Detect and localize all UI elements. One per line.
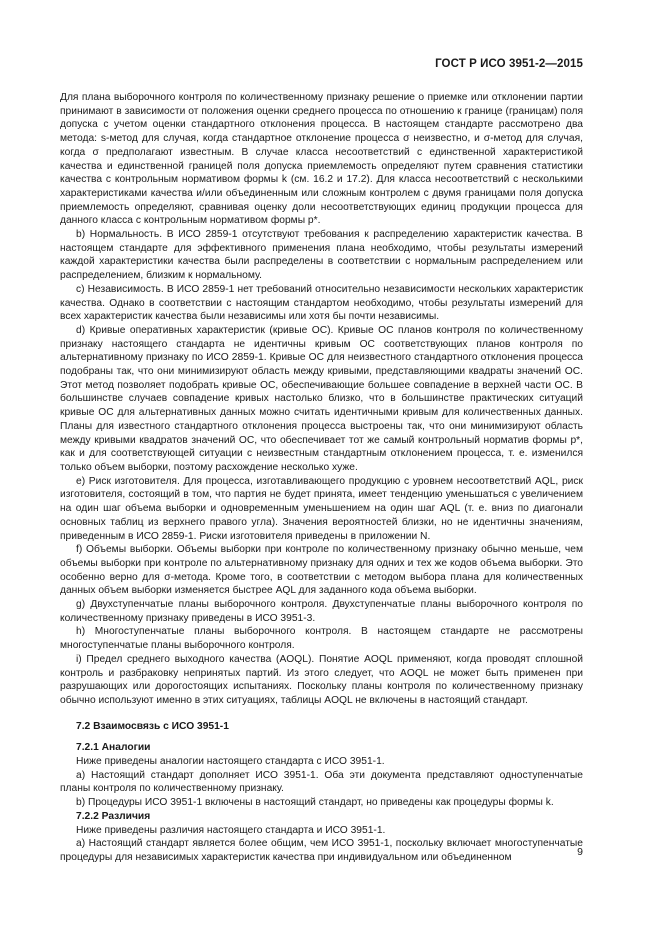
paragraph-e-producer-risk: e) Риск изготовителя. Для процесса, изготавливающего продукцию с уровнем несоответствий AQL, риск изготовителя, состоящий в том, что партия не будет принята, имеет тенденцию уменьшаться с увеличением на один шаг объема выборки и одновременным уменьшением на один шаг AQL (т. е. вниз по диагонали основных таблиц из верхнего правого угла). Значения вероятностей близки, но не идентичны значениям, приведенным в ИСО 2859-1. Риски изготовителя приведены в приложении N. <box>60 475 583 542</box>
paragraph-intro: Для плана выборочного контроля по количественному признаку решение о приемке или отклонении партии принимают в зависимости от положения оценки среднего процесса по отношению к границе (границам) поля допуска с учетом оценки стандартного отклонения процесса. В настоящем стандарте рассмотрено два метода: s-метод для случая, когда стандартное отклонение процесса σ неизвестно, и σ-метод для случая, когда σ предполагают известным. В случае класса несоответствий с единственной характеристикой качества и единственной границей поля допуска приемлемость определяют путем сравнения статистики качества с контрольным нормативом формы k (см. 16.2 и 17.2). Для класса несоответствий с несколькими характеристиками качества и/или объединенным или сложным контролем с двумя границами поля допуска приемлемость определяют, сравнивая оценку доли несоответствующих единиц продукции процесса для данного класса с контрольным нормативом формы p*. <box>60 92 583 227</box>
page-number: 9 <box>577 846 583 858</box>
paragraph-d-oc-curves: d) Кривые оперативных характеристик (кривые ОС). Кривые ОС планов контроля по количественному признаку настоящего стандарта не идентичны кривым ОС соответствующих планов контроля по альтернативному признаку по ИСО 2859-1. Кривые ОС для неизвестного стандартного отклонения процесса подобраны так, что они минимизируют область между кривыми, представляющими квадраты значений ОС. Этот метод позволяет подобрать кривые ОС, обеспечивающие большее совпадение в верхней части ОС. В большинстве случаев совпадение кривых настолько близко, что в большинстве практических ситуаций кривые ОС для альтернативных данных можно считать идентичными кривым для количественных данных. Планы для известного стандартного отклонения процесса выстроены так, что они минимизируют область между кривыми квадратов значений ОС, что обеспечивает тот же самый контрольный норматив формы p*, как и для соответствующей ситуации с неизвестным стандартным отклонением процесса, т. е. изменился только объем выборки, поэтому расхождение несколько хуже. <box>60 324 583 473</box>
paragraph-b-normality: b) Нормальность. В ИСО 2859-1 отсутствуют требования к распределению характеристик качества. В настоящем стандарте для эффективного применения плана необходимо, чтобы результаты измерений каждой характеристики качества были распределены в соответствии с нормальным распределением или распределением, близким к нормальному. <box>60 229 583 282</box>
difference-item-a: a) Настоящий стандарт является более общим, чем ИСО 3951-1, поскольку включает многоступенчатые процедуры для независимых характеристик качества при индивидуальном или объединенном <box>60 838 583 863</box>
subsection-heading-7-2-2: 7.2.2 Различия <box>76 810 151 822</box>
subsection-heading-7-2-1: 7.2.1 Аналогии <box>76 742 151 754</box>
paragraph-h-multiple-sampling: h) Многоступенчатые планы выборочного контроля. В настоящем стандарте не рассмотрены многоступенчатые планы выборочного контроля. <box>60 626 583 652</box>
paragraph-g-double-sampling: g) Двухступенчатые планы выборочного контроля. Двухступенчатые планы выборочного контроля по количественному признаку приведены в ИСО 3951-3. <box>60 599 583 624</box>
subsection-7-2-1-intro: Ниже приведены аналогии настоящего стандарта с ИСО 3951-1. <box>76 756 385 768</box>
page-body <box>60 91 583 865</box>
section-heading-7-2: 7.2 Взаимосвязь с ИСО 3951-1 <box>76 720 229 732</box>
analogy-item-b: b) Процедуры ИСО 3951-1 включены в настоящий стандарт, но приведены как процедуры формы k. <box>76 797 554 809</box>
document-header: ГОСТ Р ИСО 3951-2—2015 <box>435 58 583 70</box>
paragraph-c-independence: c) Независимость. В ИСО 2859-1 нет требований относительно независимости нескольких характеристик качества. Однако в соответствии с настоящим стандартом необходимо, чтобы результаты измерений для всех характеристик качества были независимы или хотя бы почти независимы. <box>60 283 583 323</box>
analogy-item-a: a) Настоящий стандарт дополняет ИСО 3951-1. Оба эти документа представляют одноступенчатые планы контроля по количественному признаку. <box>60 769 583 795</box>
paragraph-f-sample-sizes: f) Объемы выборки. Объемы выборки при контроле по количественному признаку обычно меньше, чем объемы выборки при контроле по альтернативному признаку для одних и тех же кодов объема выборки. Это особенно верно для σ-метода. Кроме того, в соответствии с методом выбора плана для количественных данных объем выборки изменяется быстрее AQL для заданного кода объема выборки. <box>60 544 583 597</box>
subsection-7-2-2-intro: Ниже приведены различия настоящего стандарта и ИСО 3951-1. <box>76 824 386 836</box>
paragraph-i-aoql: i) Предел среднего выходного качества (AOQL). Понятие AOQL применяют, когда проводят сплошной контроль и разбраковку непринятых партий. Из этого следует, что AOQL не может быть применен при разрушающих или дорогостоящих испытаниях. Поскольку планы контроля по количественному признаку обычно используют именно в этих ситуациях, таблицы AOQL не включены в настоящий стандарт. <box>60 653 583 706</box>
